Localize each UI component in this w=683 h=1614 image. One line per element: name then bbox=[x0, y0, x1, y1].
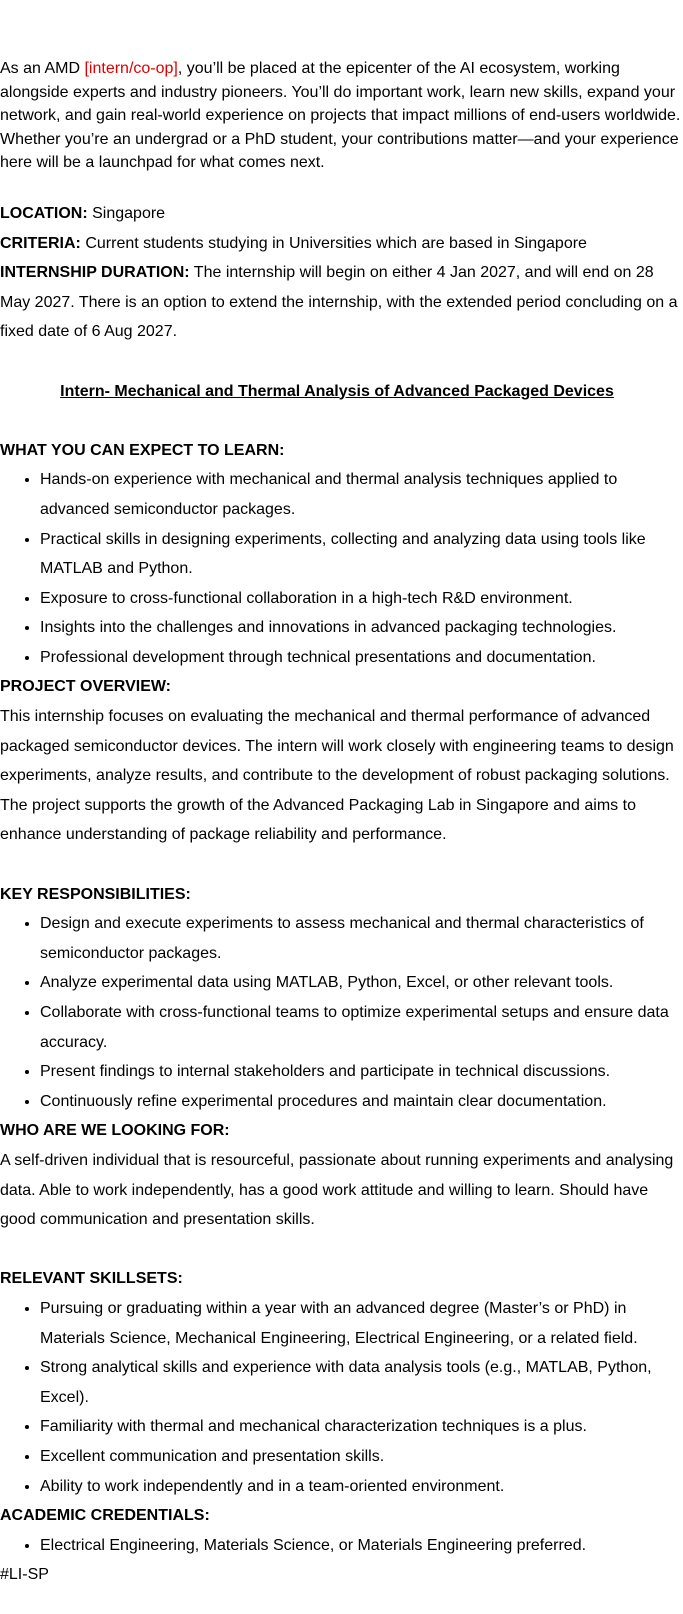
list-item: • Collaborate with cross-functional teams to optimize experimental setups and ensure data accuracy. bbox=[40, 998, 683, 1057]
list-item: • Excellent communication and presentation skills. bbox=[40, 1442, 683, 1472]
location-line bbox=[0, 199, 683, 229]
credentials-heading: ACADEMIC CREDENTIALS: bbox=[0, 1507, 210, 1525]
job-posting bbox=[0, 57, 683, 1590]
credentials-list bbox=[0, 1531, 683, 1561]
list-item: • Ability to work independently and in a team-oriented environment. bbox=[40, 1472, 683, 1502]
list-item: • Hands-on experience with mechanical and thermal analysis techniques applied to advanced semiconductor packages. bbox=[40, 465, 683, 524]
criteria-label: CRITERIA: bbox=[0, 234, 81, 252]
list-item: • Analyze experimental data using MATLAB, Python, Excel, or other relevant tools. bbox=[40, 968, 683, 998]
list-item: • Exposure to cross-functional collaboration in a high-tech R&D environment. bbox=[40, 584, 683, 614]
overview-heading: PROJECT OVERVIEW: bbox=[0, 678, 171, 696]
intro-highlight: [intern/co-op] bbox=[84, 60, 178, 77]
learn-list bbox=[0, 465, 683, 672]
skills-list bbox=[0, 1294, 683, 1501]
duration-line bbox=[0, 258, 683, 347]
intro-after: , you’ll be placed at the epicenter of the AI ecosystem, working alongside experts and industry pioneers. You’ll do important work, learn new skills, expand your network, and gain real-world experience on projects that impact millions of end-users worldwide. Whether you’re an undergrad or a PhD student, your contributions matter—and your experience here will be a launchpad for what comes next. bbox=[0, 60, 681, 172]
list-item: • Professional development through technical presentations and documentation. bbox=[40, 643, 683, 673]
list-item: • Insights into the challenges and innovations in advanced packaging technologies. bbox=[40, 613, 683, 643]
location-label: LOCATION: bbox=[0, 204, 88, 222]
skills-heading: RELEVANT SKILLSETS: bbox=[0, 1270, 183, 1288]
list-item: • Design and execute experiments to assess mechanical and thermal characteristics of semiconductor packages. bbox=[40, 909, 683, 968]
responsibilities-list bbox=[0, 909, 683, 1116]
criteria-line bbox=[0, 229, 683, 259]
list-item: • Practical skills in designing experiments, collecting and analyzing data using tools like MATLAB and Python. bbox=[40, 525, 683, 584]
intro-paragraph bbox=[0, 57, 683, 175]
list-item: • Familiarity with thermal and mechanical characterization techniques is a plus. bbox=[40, 1412, 683, 1442]
list-item: • Electrical Engineering, Materials Science, or Materials Engineering preferred. bbox=[40, 1531, 683, 1561]
duration-label: INTERNSHIP DURATION: bbox=[0, 264, 190, 282]
duration-value: The internship will begin on either 4 Jan 2027, and will end on 28 May 2027. There is an option to extend the internship, with the extended period concluding on a fixed date of 6 Aug 2027. bbox=[0, 264, 678, 341]
hashtag: #LI-SP bbox=[0, 1566, 49, 1584]
learn-heading: WHAT YOU CAN EXPECT TO LEARN: bbox=[0, 441, 285, 459]
list-item: • Strong analytical skills and experience with data analysis tools (e.g., MATLAB, Python, Excel). bbox=[40, 1353, 683, 1412]
job-title: Intern- Mechanical and Thermal Analysis of Advanced Packaged Devices bbox=[60, 382, 614, 400]
intro-before: As an AMD bbox=[0, 60, 85, 77]
list-item: • Continuously refine experimental procedures and maintain clear documentation. bbox=[40, 1087, 683, 1117]
criteria-value: Current students studying in Universities which are based in Singapore bbox=[80, 234, 587, 252]
looking-for-text: A self-driven individual that is resourceful, passionate about running experiments and analysing data. Able to work independently, has a good work attitude and willing to learn. Should have good communication and presentation skills. bbox=[0, 1151, 674, 1229]
responsibilities-heading: KEY RESPONSIBILITIES: bbox=[0, 885, 191, 903]
overview-text: This internship focuses on evaluating the mechanical and thermal performance of advanced packaged semiconductor devices. The intern will work closely with engineering teams to design experiments, analyze results, and contribute to the development of robust packaging solutions. The project supports the growth of the Advanced Packaging Lab in Singapore and aims to enhance understanding of package reliability and performance. bbox=[0, 708, 674, 844]
list-item: • Pursuing or graduating within a year with an advanced degree (Master’s or PhD) in Materials Science, Mechanical Engineering, Electrical Engineering, or a related field. bbox=[40, 1294, 683, 1353]
location-value: Singapore bbox=[87, 204, 166, 222]
list-item: • Present findings to internal stakeholders and participate in technical discussions. bbox=[40, 1057, 683, 1087]
looking-for-heading: WHO ARE WE LOOKING FOR: bbox=[0, 1122, 230, 1140]
